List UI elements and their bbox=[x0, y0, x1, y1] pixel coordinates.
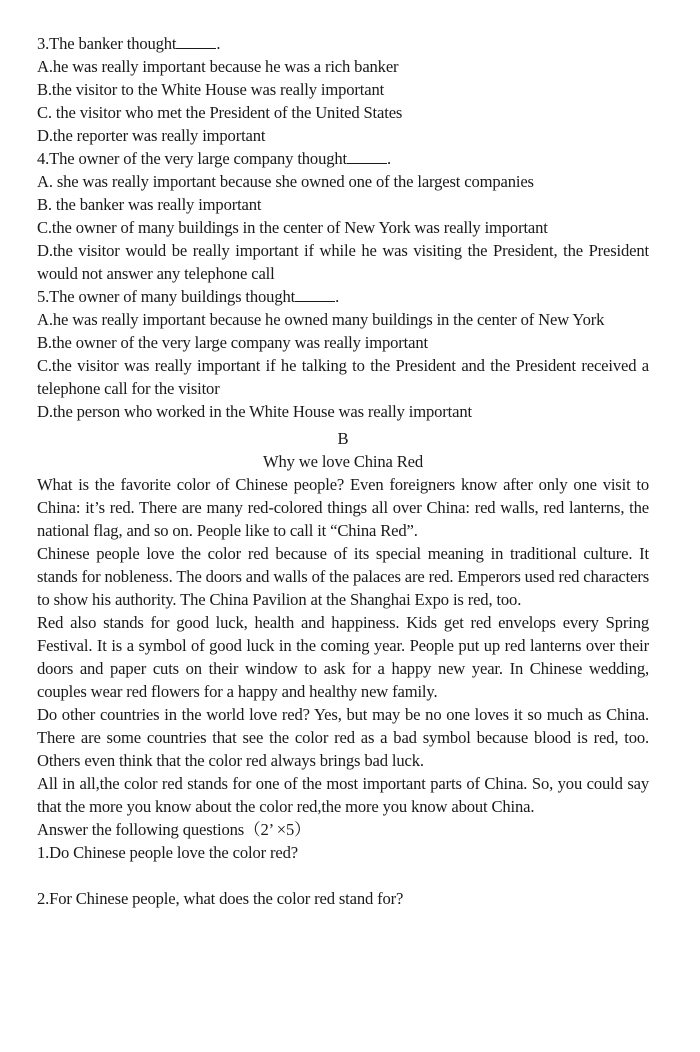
passage-paragraph-3: Red also stands for good luck, health and happiness. Kids get red envelops every Spring Festival. It is a symbol of good luck in the coming year. People put up red lanterns over their doors and paper cuts on their window to ask for a happy new year. In Chinese wedding, couples wear red flowers for a happy and healthy new family. bbox=[37, 613, 649, 701]
question-5 bbox=[37, 285, 649, 423]
answer-blank bbox=[347, 149, 387, 164]
question-4 bbox=[37, 147, 649, 285]
passage-title: Why we love China Red bbox=[263, 452, 423, 471]
option-c: C.the visitor was really important if he talking to the President and the President received a telephone call for the visitor bbox=[37, 356, 649, 398]
section-label: B bbox=[337, 429, 349, 448]
option-d: D.the person who worked in the White House was really important bbox=[37, 402, 472, 421]
option-b: B.the owner of the very large company was really important bbox=[37, 333, 428, 352]
stem-suffix: . bbox=[216, 34, 221, 53]
answer-space bbox=[37, 864, 649, 887]
answer-blank bbox=[295, 287, 335, 302]
passage-paragraph-5: All in all,the color red stands for one of the most important parts of China. So, you could say that the more you know about the color red,the more you know about China. bbox=[37, 774, 649, 816]
passage-paragraph-2: Chinese people love the color red because of its special meaning in traditional culture. It stands for nobleness. The doors and walls of the palaces are red. Emperors used red characters to show his authority. The China Pavilion at the Shanghai Expo is red, too. bbox=[37, 544, 649, 609]
option-c: C. the visitor who met the President of the United States bbox=[37, 103, 403, 122]
answer-blank bbox=[176, 34, 216, 49]
document-page bbox=[37, 32, 649, 910]
questions-instruction: Answer the following questions（2’ ×5） bbox=[37, 820, 311, 839]
question-stem-text: 5.The owner of many buildings thought bbox=[37, 287, 296, 306]
option-a: A. she was really important because she owned one of the largest companies bbox=[37, 172, 534, 191]
comprehension-question-1: 1.Do Chinese people love the color red? bbox=[37, 843, 298, 862]
option-a: A.he was really important because he owned many buildings in the center of New York bbox=[37, 310, 605, 329]
option-c: C.the owner of many buildings in the center of New York was really important bbox=[37, 218, 548, 237]
question-stem-text: 3.The banker thought bbox=[37, 34, 177, 53]
stem-suffix: . bbox=[335, 287, 340, 306]
question-stem-text: 4.The owner of the very large company thought bbox=[37, 149, 347, 168]
option-a: A.he was really important because he was a rich banker bbox=[37, 57, 399, 76]
passage-paragraph-4: Do other countries in the world love red? Yes, but may be no one loves it so much as China. There are some countries that see the color red as a bad symbol because blood is red, too. Others even think that the color red always brings bad luck. bbox=[37, 705, 649, 770]
question-3-stem bbox=[37, 32, 649, 55]
question-4-stem bbox=[37, 147, 649, 170]
option-d: D.the reporter was really important bbox=[37, 126, 266, 145]
section-b bbox=[37, 427, 649, 910]
question-3 bbox=[37, 32, 649, 147]
option-d: D.the visitor would be really important if while he was visiting the President, the President would not answer any telephone call bbox=[37, 241, 649, 283]
question-5-stem bbox=[37, 285, 649, 308]
option-b: B.the visitor to the White House was really important bbox=[37, 80, 385, 99]
option-b: B. the banker was really important bbox=[37, 195, 262, 214]
passage-paragraph-1: What is the favorite color of Chinese people? Even foreigners know after only one visit to China: it’s red. There are many red-colored things all over China: red walls, red lanterns, the national flag, and so on. People like to call it “China Red”. bbox=[37, 475, 649, 540]
stem-suffix: . bbox=[386, 149, 391, 168]
comprehension-question-2: 2.For Chinese people, what does the color red stand for? bbox=[37, 889, 404, 908]
